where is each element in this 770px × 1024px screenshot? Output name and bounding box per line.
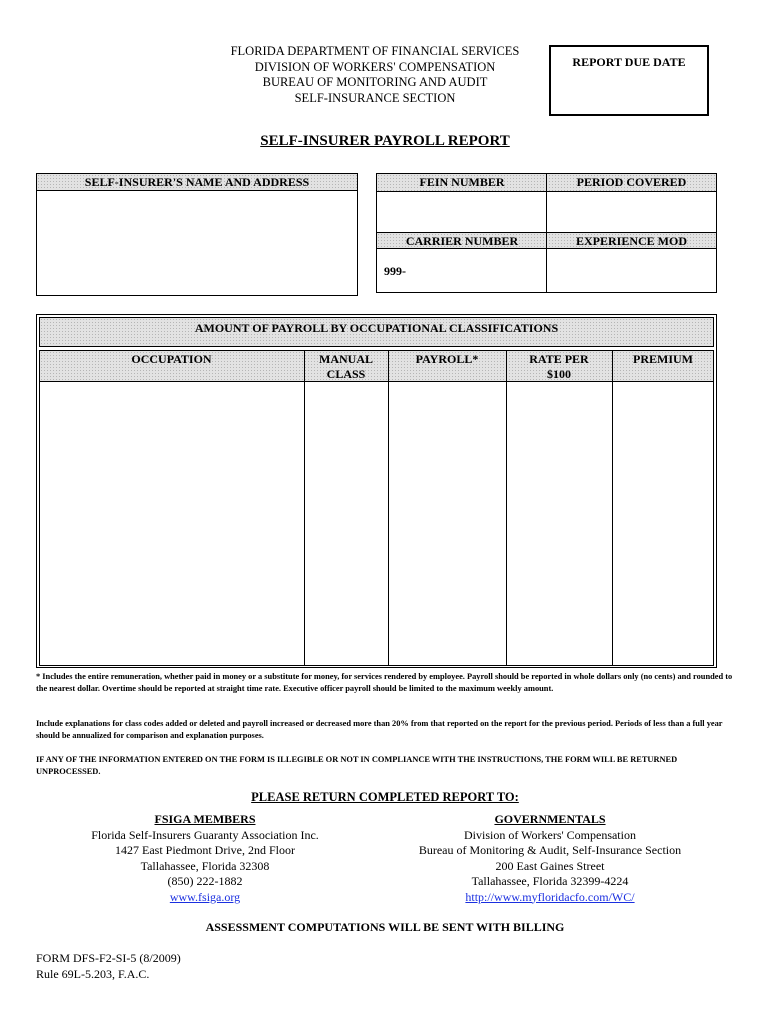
fsiga-website-link[interactable]: www.fsiga.org <box>169 889 241 904</box>
fsiga-heading: FSIGA MEMBERS <box>154 812 256 826</box>
agency-header <box>200 44 550 106</box>
carrier-number-field[interactable] <box>377 250 546 292</box>
assessment-note: ASSESSMENT COMPUTATIONS WILL BE SENT WITH BILLING <box>205 920 565 934</box>
payroll-table-title-bar <box>39 317 714 347</box>
compliance-warning: IF ANY OF THE INFORMATION ENTERED ON THE FORM IS ILLEGIBLE OR NOT IN COMPLIANCE WITH THE INSTRUCTIONS, THE FORM WILL BE RETURNED UNPROCESSED. <box>36 755 678 776</box>
payroll-table-title: AMOUNT OF PAYROLL BY OCCUPATIONAL CLASSIFICATIONS <box>194 321 559 335</box>
payroll-table <box>36 314 717 668</box>
explanation-note: Include explanations for class codes added or deleted and payroll increased or decreased more than 20% from that reported on the report for the previous period. Periods of less than a full year should be annualized for comparison and explanation purposes. <box>36 719 723 740</box>
col-premium-header: PREMIUM <box>633 352 693 366</box>
col-rate-line2: $100 <box>547 367 571 381</box>
fsiga-phone: (850) 222-1882 <box>167 874 243 888</box>
fein-number-field[interactable] <box>377 192 546 232</box>
return-heading: PLEASE RETURN COMPLETED REPORT TO: <box>251 790 519 804</box>
fein-number-label: FEIN NUMBER <box>419 175 505 189</box>
payroll-footnote: * Includes the entire remuneration, whether paid in money or a substitute for money, for services rendered by employee. Payroll should be reported in whole dollars only (no cents) and rounded to the nearest dollar. Overtime should be reported at straight time rate. Executive officer payroll should be limited to the maximum weekly amount. <box>36 672 733 693</box>
gov-line-2: Bureau of Monitoring & Audit, Self-Insurance Section <box>418 843 682 857</box>
insurer-name-address-field[interactable] <box>37 191 357 295</box>
gov-address-block <box>395 812 705 905</box>
fsiga-line-2: 1427 East Piedmont Drive, 2nd Floor <box>115 843 295 857</box>
payroll-entry-area[interactable] <box>389 383 505 665</box>
form-id: FORM DFS-F2-SI-5 (8/2009) <box>36 951 181 965</box>
fsiga-line-3: Tallahassee, Florida 32308 <box>140 858 270 873</box>
id-column-divider <box>546 174 547 292</box>
gov-heading: GOVERNMENTALS <box>494 812 606 826</box>
experience-mod-field[interactable] <box>547 250 716 292</box>
form-title: SELF-INSURER PAYROLL REPORT <box>260 133 510 149</box>
col-manual-line2: CLASS <box>326 367 366 381</box>
premium-entry-area[interactable] <box>613 383 713 665</box>
col-manual-line1: MANUAL <box>319 352 373 366</box>
agency-line-4: SELF-INSURANCE SECTION <box>294 90 456 105</box>
gov-website-link[interactable]: http://www.myfloridacfo.com/WC/ <box>465 889 635 904</box>
rate-entry-area[interactable] <box>507 383 611 665</box>
report-due-date-label: REPORT DUE DATE <box>572 55 686 69</box>
occupation-entry-area[interactable] <box>40 383 303 665</box>
carrier-number-label: CARRIER NUMBER <box>405 234 519 248</box>
col-payroll-header: PAYROLL* <box>415 352 479 366</box>
period-covered-label: PERIOD COVERED <box>576 175 687 189</box>
manual-class-entry-area[interactable] <box>305 383 387 665</box>
insurer-name-address-label: SELF-INSURER'S NAME AND ADDRESS <box>37 174 357 191</box>
fsiga-line-1: Florida Self-Insurers Guaranty Association Inc. <box>91 827 319 842</box>
col-rate-line1: RATE PER <box>529 352 589 366</box>
carrier-number-prefix: 999- <box>384 264 406 278</box>
report-due-date-box[interactable] <box>549 45 709 116</box>
agency-line-2: DIVISION OF WORKERS' COMPENSATION <box>254 59 496 74</box>
form-footer <box>36 950 181 982</box>
agency-line-3: BUREAU OF MONITORING AND AUDIT <box>262 75 488 89</box>
period-covered-field[interactable] <box>547 192 716 232</box>
gov-line-4: Tallahassee, Florida 32399-4224 <box>471 874 629 888</box>
col-occupation-header: OCCUPATION <box>131 352 212 366</box>
gov-line-1: Division of Workers' Compensation <box>464 827 636 842</box>
fsiga-address-block <box>50 812 360 905</box>
gov-line-3: 200 East Gaines Street <box>495 858 605 873</box>
insurer-name-address-box <box>36 173 358 296</box>
rule-reference: Rule 69L-5.203, F.A.C. <box>36 967 150 981</box>
identifier-grid <box>376 173 717 293</box>
agency-line-1: FLORIDA DEPARTMENT OF FINANCIAL SERVICES <box>230 44 520 58</box>
experience-mod-label: EXPERIENCE MOD <box>575 234 687 248</box>
